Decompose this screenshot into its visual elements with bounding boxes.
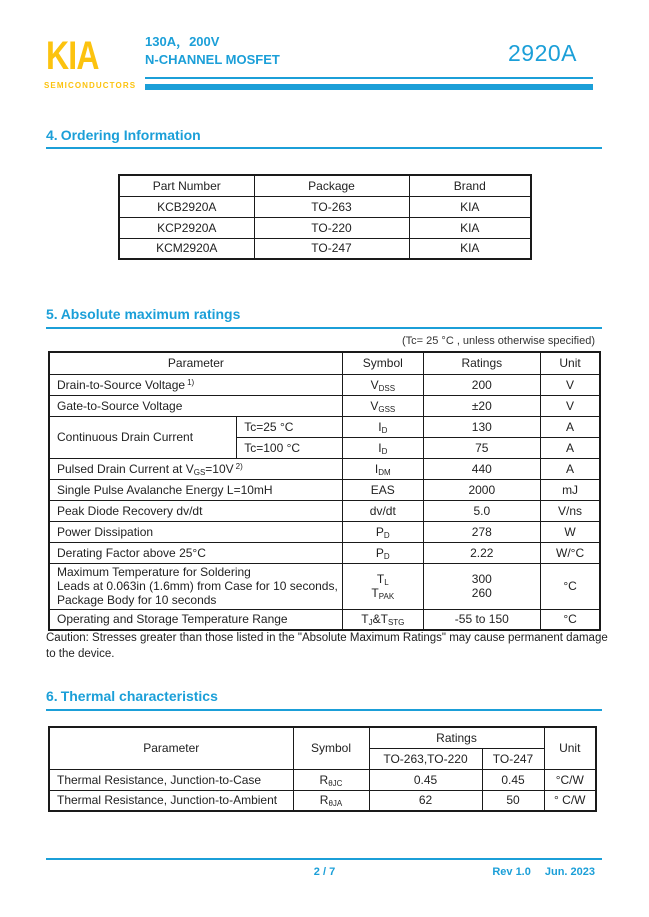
table-header-row: [119, 175, 531, 196]
section5-rule: [46, 327, 602, 329]
cell-unit: °C: [540, 609, 600, 630]
cell-unit: °C/W: [544, 769, 596, 790]
cell-symbol: [342, 437, 423, 458]
cell-unit: A: [540, 458, 600, 479]
cell-parameter: Gate-to-Source Voltage: [49, 395, 342, 416]
section5-number: 5.: [46, 306, 58, 322]
cell-unit: A: [540, 437, 600, 458]
cell-symbol: [293, 769, 369, 790]
section6-title: Thermal characteristics: [60, 688, 218, 704]
cell-parameter: [49, 374, 342, 395]
cell-brand: KIA: [409, 217, 531, 238]
table-row-eas: [49, 479, 600, 500]
symbol-base: I: [374, 461, 379, 476]
table-row-vdss: [49, 374, 600, 395]
cell-symbol: [342, 416, 423, 437]
cell-symbol: [342, 395, 423, 416]
cell-parameter: Peak Diode Recovery dv/dt: [49, 500, 342, 521]
parameter-line: Package Body for 10 seconds: [57, 593, 217, 607]
cell-symbol: [342, 563, 423, 609]
section4-number: 4.: [46, 127, 58, 143]
symbol-subscript: DSS: [378, 383, 396, 393]
symbol-subscript: D: [381, 446, 388, 456]
section4-rule: [46, 147, 602, 149]
abs-max-ratings-table: [48, 351, 601, 631]
footer-rule: [46, 858, 602, 860]
caution-line: to the device.: [46, 648, 115, 661]
cell-parameter: [49, 563, 342, 609]
symbol-subscript: D: [383, 551, 390, 561]
column-header-parameter: Parameter: [49, 352, 342, 374]
table-row: [119, 238, 531, 259]
cell-brand: KIA: [409, 238, 531, 259]
section6-number: 6.: [46, 688, 58, 704]
symbol-subscript: DM: [378, 467, 391, 477]
parameter-text: Pulsed Drain Current at V: [57, 461, 194, 476]
column-header-ratings: Ratings: [423, 352, 540, 374]
table-row: [119, 217, 531, 238]
symbol-subscript: D: [381, 425, 388, 435]
column-header-symbol: Symbol: [293, 727, 369, 769]
cell-symbol: EAS: [342, 479, 423, 500]
cell-package: TO-220: [254, 217, 409, 238]
logo-subtext: SEMICONDUCTORS: [44, 81, 137, 90]
cell-parameter: Thermal Resistance, Junction-to-Case: [49, 769, 293, 790]
cell-symbol: [342, 542, 423, 563]
table-row-id-25: [49, 416, 600, 437]
symbol-subscript: GSS: [378, 404, 396, 414]
table-row-vgss: [49, 395, 600, 416]
parameter-text: =10V: [205, 461, 234, 476]
symbol-subscript: STG: [387, 618, 405, 628]
caution-line: Caution: Stresses greater than those listed in the "Absolute Maximum Ratings" may cause permanent damage: [46, 632, 608, 644]
section5-heading: [46, 306, 240, 322]
column-header-brand: Brand: [409, 175, 531, 196]
revision-date: Jun. 2023: [544, 866, 595, 878]
cell-parameter: Operating and Storage Temperature Range: [49, 609, 342, 630]
product-type: N-CHANNEL MOSFET: [145, 52, 280, 67]
symbol-subscript: θJC: [328, 778, 343, 788]
table-row-rthja: [49, 790, 596, 811]
table-row-temp-range: [49, 609, 600, 630]
cell-rating: 50: [482, 790, 544, 811]
section5-title: Absolute maximum ratings: [60, 306, 241, 322]
symbol-base: T: [371, 586, 379, 600]
cell-parameter: Single Pulse Avalanche Energy L=10mH: [49, 479, 342, 500]
cell-parameter: [49, 458, 342, 479]
cell-rating: 440: [423, 458, 540, 479]
column-header-ratings: Ratings: [369, 727, 544, 748]
symbol-join: &: [372, 612, 381, 627]
footnote-sup: 1): [187, 377, 195, 387]
symbol-subscript: θJA: [328, 799, 343, 809]
symbol-base: T: [380, 612, 388, 627]
footnote-sup: 2): [235, 461, 243, 471]
parameter-line: Leads at 0.063in (1.6mm) from Case for 10 seconds,: [57, 579, 338, 593]
product-title: [145, 33, 280, 69]
symbol-subscript: L: [384, 578, 389, 587]
cell-rating: 0.45: [369, 769, 482, 790]
cell-unit: V: [540, 395, 600, 416]
column-header-pkg2: TO-247: [482, 748, 544, 769]
cell-parameter: Thermal Resistance, Junction-to-Ambient: [49, 790, 293, 811]
header-rule-thin: [145, 77, 593, 79]
section4-title: Ordering Information: [60, 127, 201, 143]
cell-symbol: [342, 609, 423, 630]
cell-parameter: Continuous Drain Current: [49, 416, 237, 458]
table-row-dvdt: [49, 500, 600, 521]
revision-number: Rev 1.0: [492, 866, 531, 878]
cell-rating: 130: [423, 416, 540, 437]
cell-rating: 62: [369, 790, 482, 811]
cell-symbol: [342, 374, 423, 395]
cell-rating: [423, 563, 540, 609]
symbol-base: R: [319, 793, 329, 808]
table-row-derating: [49, 542, 600, 563]
rating-line: 300: [471, 572, 492, 586]
cell-rating: 2.22: [423, 542, 540, 563]
symbol-base: V: [370, 398, 379, 413]
symbol-line: [347, 586, 419, 600]
cell-parameter: Derating Factor above 25°C: [49, 542, 342, 563]
header-rule-thick: [145, 84, 593, 90]
column-header-part-number: Part Number: [119, 175, 254, 196]
cell-unit: V: [540, 374, 600, 395]
cell-unit: °C: [540, 563, 600, 609]
symbol-subscript: D: [383, 530, 390, 540]
table-row-idm: [49, 458, 600, 479]
table-row-pd: [49, 521, 600, 542]
symbol-subscript: J: [368, 618, 373, 628]
cell-rating: ±20: [423, 395, 540, 416]
cell-part-number: KCM2920A: [119, 238, 254, 259]
section6-heading: [46, 688, 218, 704]
cell-package: TO-263: [254, 196, 409, 217]
column-header-pkg1: TO-263,TO-220: [369, 748, 482, 769]
column-header-symbol: Symbol: [342, 352, 423, 374]
cell-rating: 2000: [423, 479, 540, 500]
symbol-base: I: [378, 419, 382, 434]
cell-package: TO-247: [254, 238, 409, 259]
parameter-text: Drain-to-Source Voltage: [57, 377, 186, 392]
cell-rating: 200: [423, 374, 540, 395]
rating-line: 260: [471, 586, 492, 600]
parameter-subscript: GS: [193, 467, 206, 477]
cell-unit: ° C/W: [544, 790, 596, 811]
cell-unit: W: [540, 521, 600, 542]
symbol-base: I: [378, 440, 382, 455]
cell-rating: 278: [423, 521, 540, 542]
page-indicator: 2 / 7: [313, 866, 336, 878]
table-row: [119, 196, 531, 217]
cell-symbol: dv/dt: [342, 500, 423, 521]
symbol-line: [347, 572, 419, 586]
table-row-soldering: [49, 563, 600, 609]
cell-rating: -55 to 150: [423, 609, 540, 630]
product-rating: 130A，200V: [145, 34, 220, 49]
cell-rating: 0.45: [482, 769, 544, 790]
kia-logo: KIA: [46, 34, 99, 78]
cell-symbol: [342, 458, 423, 479]
cell-rating: 5.0: [423, 500, 540, 521]
symbol-base: P: [375, 524, 384, 539]
table-header-row: [49, 352, 600, 374]
cell-unit: W/°C: [540, 542, 600, 563]
cell-part-number: KCB2920A: [119, 196, 254, 217]
thermal-table: [48, 726, 597, 812]
cell-unit: V/ns: [540, 500, 600, 521]
ratings-condition-note: (Tc= 25 °C , unless otherwise specified): [401, 335, 595, 347]
section6-rule: [46, 709, 602, 711]
symbol-base: T: [376, 572, 385, 586]
section4-heading: [46, 127, 201, 143]
symbol-base: R: [319, 772, 329, 787]
table-header-row: [49, 727, 596, 748]
cell-condition: Tc=25 °C: [237, 416, 343, 437]
cell-part-number: KCP2920A: [119, 217, 254, 238]
cell-brand: KIA: [409, 196, 531, 217]
cell-rating: 75: [423, 437, 540, 458]
symbol-base: T: [361, 612, 369, 627]
symbol-base: P: [375, 545, 384, 560]
column-header-parameter: Parameter: [49, 727, 293, 769]
symbol-base: V: [370, 377, 379, 392]
part-number: 2920A: [507, 40, 577, 66]
table-row-rthjc: [49, 769, 596, 790]
cell-symbol: [342, 521, 423, 542]
ordering-table: [118, 174, 532, 260]
column-header-unit: Unit: [540, 352, 600, 374]
column-header-unit: Unit: [544, 727, 596, 769]
symbol-subscript: PAK: [378, 592, 395, 601]
cell-unit: A: [540, 416, 600, 437]
cell-condition: Tc=100 °C: [237, 437, 343, 458]
column-header-package: Package: [254, 175, 409, 196]
cell-symbol: [293, 790, 369, 811]
cell-unit: mJ: [540, 479, 600, 500]
cell-parameter: Power Dissipation: [49, 521, 342, 542]
revision-info: [492, 866, 595, 878]
caution-text: [46, 630, 608, 662]
parameter-line: Maximum Temperature for Soldering: [57, 565, 251, 579]
